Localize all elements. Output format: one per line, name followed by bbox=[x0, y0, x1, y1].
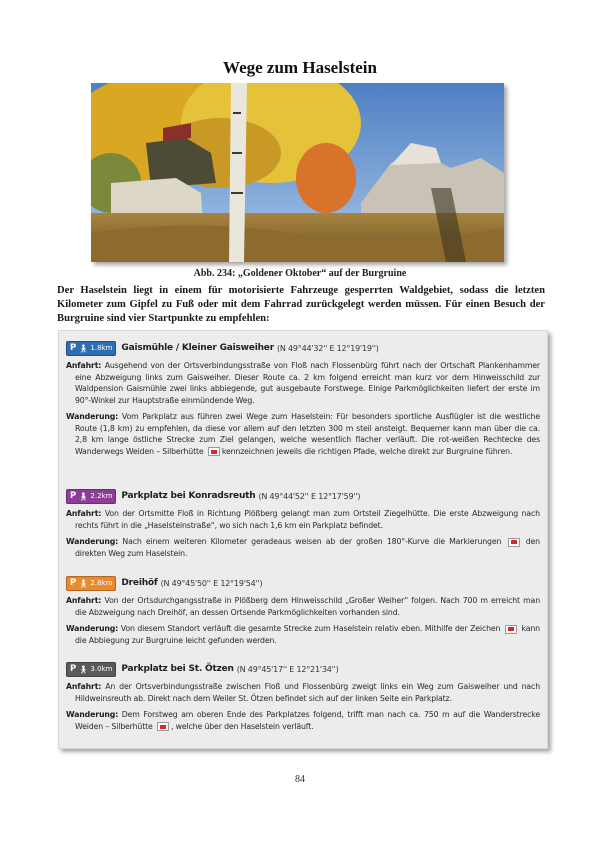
anfahrt-paragraph bbox=[66, 360, 540, 406]
parking-icon: P bbox=[70, 578, 77, 588]
route-header bbox=[66, 576, 540, 590]
anfahrt-label: Anfahrt: bbox=[66, 596, 102, 605]
wanderung-label: Wanderung: bbox=[66, 624, 119, 633]
anfahrt-text: An der Ortsverbindungsstraße zwischen Floß und Flossenbürg zweigt links ein Weg zum Gaisweiher und nach Hildweinsreuth ab. Direkt nach dem Weiler St. Ötzen befindet sich auf der linken Seite ein Parkplatz. bbox=[75, 682, 540, 703]
anfahrt-label: Anfahrt: bbox=[66, 682, 102, 691]
wanderung-text: Dem Forstweg am oberen Ende des Parkplatzes folgend, trifft man nach ca. 750 m auf die Wanderstrecke Weiden – Silberhütte bbox=[75, 710, 540, 731]
route-coordinates: (N 49°45'17'' E 12°21'34'') bbox=[236, 664, 339, 674]
parking-icon: P bbox=[70, 491, 77, 501]
hiker-icon: 🚶︎ bbox=[78, 491, 89, 501]
anfahrt-label: Anfahrt: bbox=[66, 361, 102, 370]
photo-castle-ruin bbox=[91, 83, 504, 262]
anfahrt-text: Ausgehend von der Ortsverbindungsstraße von Floß nach Flossenbürg führt nach der Ortschaft Plankenhammer eine Abzweigung links zum Gaisweiher. Dieser Route ca. 2 km folgend erreicht man kurz vor dem Hinweisschild zur Waldpension Gaismühle zwei links abbiegende, gut ausgebaute Forstwege. Einige Parkmöglichkeiten liefert der erste im 90°-Winkel zur Hauptstraße einmündende Weg. bbox=[75, 361, 540, 405]
wanderung-label: Wanderung: bbox=[66, 537, 119, 546]
route-distance: 1.8km bbox=[90, 344, 113, 352]
route-badge bbox=[66, 489, 116, 504]
intro-paragraph: Der Haselstein liegt in einem für motorisierte Fahrzeuge gesperrten Waldgebiet, sodass die letzten Kilometer zum Gipfel zu Fuß oder mit dem Fahrrad zurückgelegt werden müssen. Für einen Besuch der Burgruine sind vier Startpunkte zu empfehlen: bbox=[57, 285, 545, 324]
hiker-icon: 🚶︎ bbox=[78, 578, 89, 588]
wanderung-label: Wanderung: bbox=[66, 412, 119, 421]
route-distance: 2.2km bbox=[90, 492, 113, 500]
parking-icon: P bbox=[70, 664, 77, 674]
route-header bbox=[66, 662, 540, 676]
wanderung-text-end: kann die Abbiegung zur Burgruine leicht gefunden werden. bbox=[75, 624, 540, 645]
wanderung-text-end: den direkten Weg zum Haselstein. bbox=[75, 537, 540, 558]
photo-illustration bbox=[91, 83, 504, 262]
anfahrt-paragraph bbox=[66, 508, 540, 531]
route-distance: 2.8km bbox=[90, 579, 113, 587]
route-name: Parkplatz bei Konradsreuth bbox=[121, 491, 256, 501]
hiker-icon: 🚶︎ bbox=[78, 664, 89, 674]
wanderung-text-end: kennzeichnen jeweils die richtigen Pfade, welche direkt zur Burgruine führen. bbox=[221, 446, 513, 456]
wanderung-text: Vom Parkplatz aus führen zwei Wege zum Haselstein: Für besonders sportliche Ausflügler ist die westliche Route (1,8 km) zu empfehlen, da diese vor allem auf den letzten 300 m steil ansteigt. Bequemer kann man über die ca. 2,8 km lange östliche Strecke zum Ziel gelangen, welche wesentlich flacher verläuft. Die rot-weißen Rechtecke des Wanderwegs Weiden – Silberhütte bbox=[75, 412, 540, 456]
route-badge bbox=[66, 341, 116, 356]
anfahrt-paragraph bbox=[66, 681, 540, 704]
wanderung-text-end: , welche über den Haselstein verläuft. bbox=[171, 721, 314, 731]
route-item bbox=[66, 489, 540, 559]
route-item bbox=[66, 341, 540, 457]
trail-marker-icon bbox=[208, 447, 220, 456]
anfahrt-text: Von der Ortsdurchgangsstraße in Plößberg dem Hinweisschild „Großer Weiher“ folgen. Nach 700 m erreicht man die Abzweigung nach Dreihöf, an dessen Ortsende Parkmöglichkeiten vorhanden sind. bbox=[75, 596, 540, 617]
route-coordinates: (N 49°45'50'' E 12°19'54'') bbox=[160, 578, 263, 588]
trail-marker-icon bbox=[508, 538, 520, 547]
anfahrt-label: Anfahrt: bbox=[66, 509, 102, 518]
starting-points-box bbox=[58, 330, 548, 749]
route-header bbox=[66, 341, 540, 355]
route-name: Dreihöf bbox=[121, 578, 158, 588]
parking-icon: P bbox=[70, 343, 77, 353]
trail-marker-icon bbox=[157, 722, 169, 731]
route-header bbox=[66, 489, 540, 503]
anfahrt-paragraph bbox=[66, 595, 540, 618]
page-title: Wege zum Haselstein bbox=[223, 58, 377, 77]
wanderung-paragraph bbox=[66, 623, 540, 646]
hiker-icon: 🚶︎ bbox=[78, 343, 89, 353]
route-coordinates: (N 49°44'52'' E 12°17'59'') bbox=[258, 491, 361, 501]
wanderung-label: Wanderung: bbox=[66, 710, 119, 719]
trail-marker-icon bbox=[505, 625, 517, 634]
wanderung-text: Von diesem Standort verläuft die gesamte Strecke zum Haselstein relativ eben. Mithilfe der Zeichen bbox=[120, 624, 501, 633]
wanderung-paragraph bbox=[66, 536, 540, 559]
route-name: Gaismühle / Kleiner Gaisweiher bbox=[121, 343, 274, 353]
figure-caption: Abb. 234: „Goldener Oktober“ auf der Burgruine bbox=[193, 268, 407, 279]
route-distance: 3.0km bbox=[90, 665, 113, 673]
route-badge bbox=[66, 662, 116, 677]
route-badge bbox=[66, 576, 116, 591]
route-item bbox=[66, 576, 540, 646]
wanderung-paragraph bbox=[66, 709, 540, 732]
wanderung-paragraph bbox=[66, 411, 540, 457]
wanderung-text: Nach einem weiteren Kilometer geradeaus weisen ab der großen 180°-Kurve die Markierungen bbox=[122, 537, 502, 546]
route-item bbox=[66, 662, 540, 732]
route-coordinates: (N 49°44'32'' E 12°19'19'') bbox=[276, 343, 379, 353]
route-name: Parkplatz bei St. Ötzen bbox=[121, 664, 234, 674]
anfahrt-text: Von der Ortsmitte Floß in Richtung Plößberg gelangt man zum Ortsteil Ziegelhütte. Die erste Abzweigung nach rechts führt in die „Haselsteinstraße“, wo sich nach 1,6 km ein Parkplatz befindet. bbox=[75, 509, 540, 530]
page-number: 84 bbox=[295, 774, 305, 785]
